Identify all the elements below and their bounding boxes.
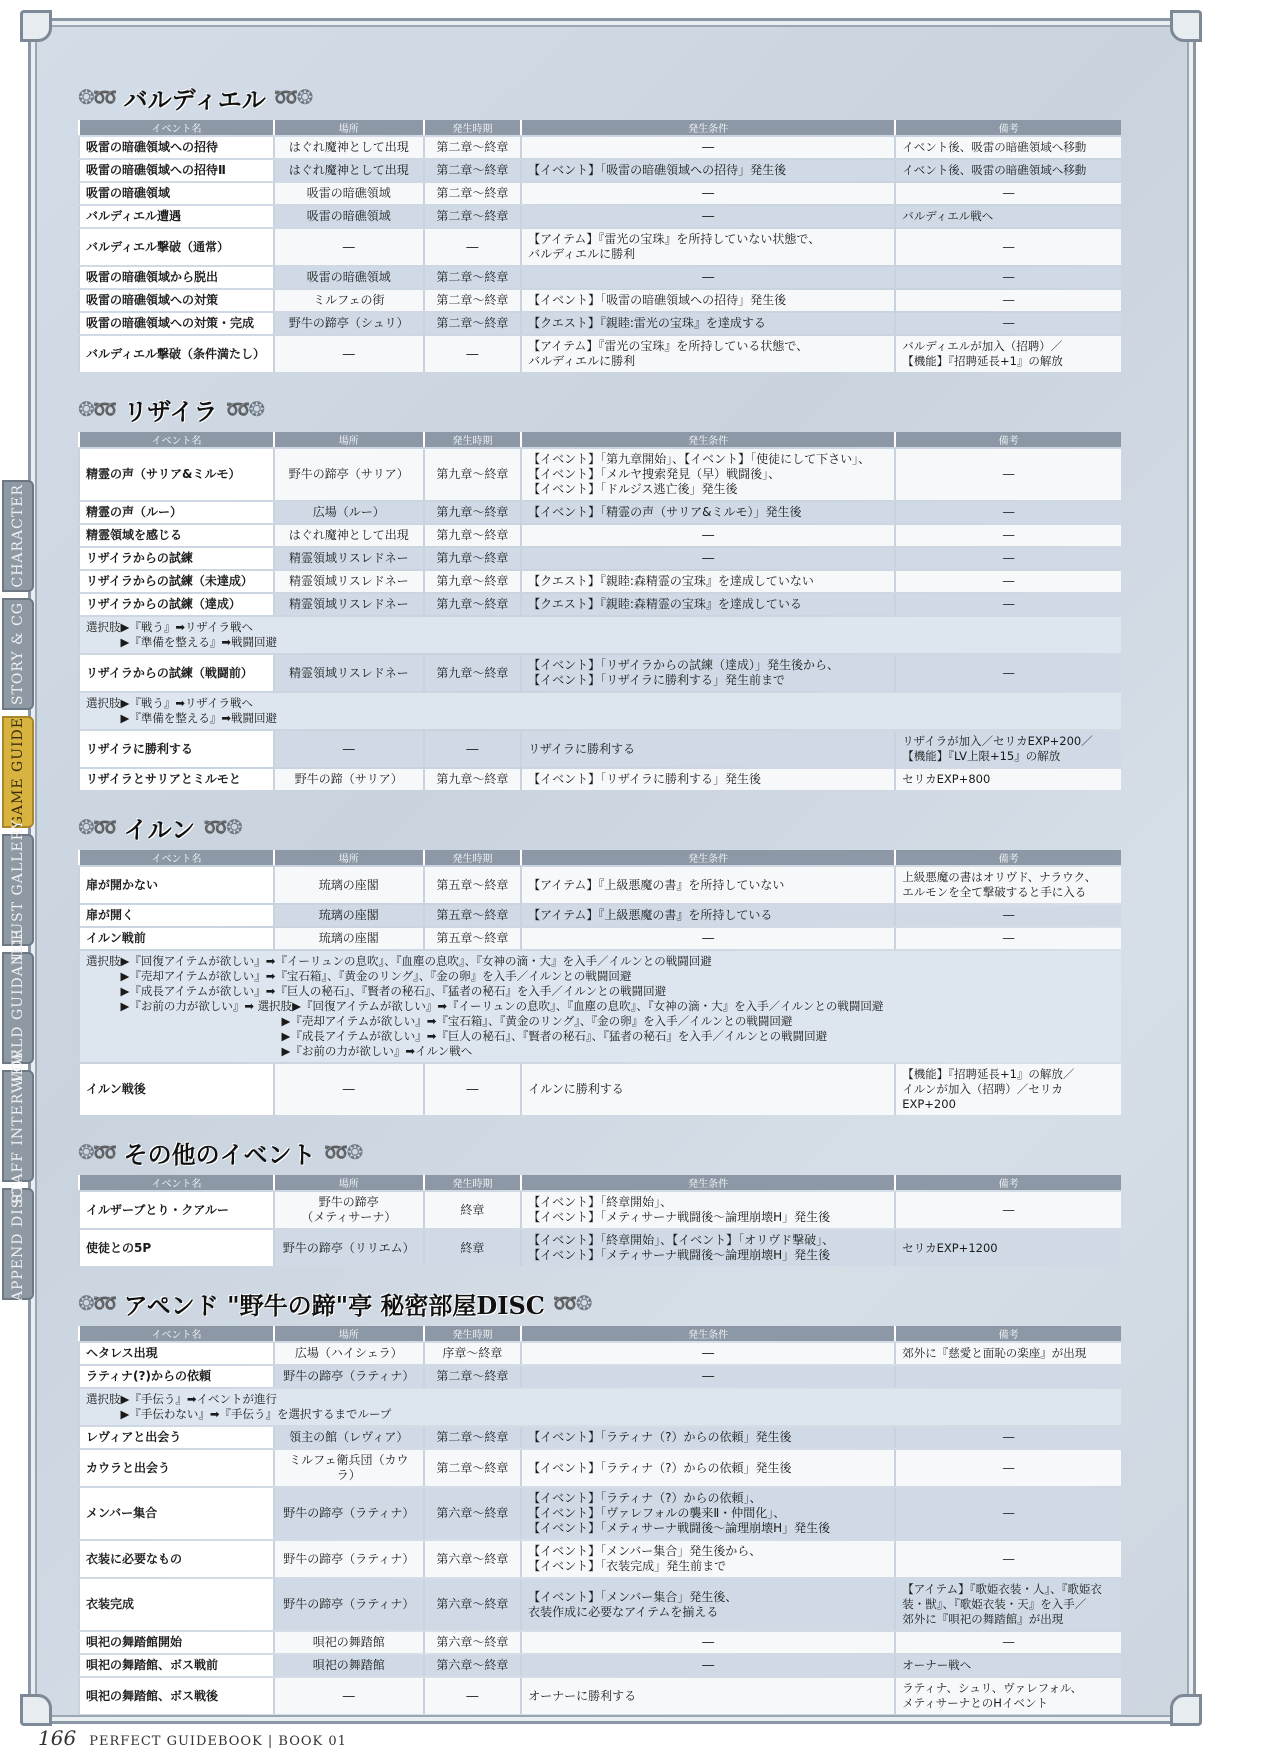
event-condition: ― <box>520 1655 894 1676</box>
event-timing: 第九章〜終章 <box>423 449 520 500</box>
event-note: ― <box>894 928 1121 949</box>
event-note: 郊外に『慈愛と面恥の楽座』が出現 <box>894 1343 1121 1364</box>
event-location: 琉璃の座閣 <box>273 928 423 949</box>
event-name: 衣装完成 <box>78 1579 273 1630</box>
section-title: イルン <box>123 814 196 844</box>
event-timing: 第二章〜終章 <box>423 1427 520 1448</box>
event-section <box>78 1286 1121 1716</box>
table-row <box>78 905 1121 926</box>
frame-corner-ornament <box>20 10 52 42</box>
table-row <box>78 1632 1121 1653</box>
event-location: 唄祀の舞踏館 <box>273 1655 423 1676</box>
column-header: イベント名 <box>78 1175 273 1190</box>
event-location: はぐれ魔神として出現 <box>273 160 423 181</box>
event-timing: 第六章〜終章 <box>423 1579 520 1630</box>
section-heading <box>78 80 1121 114</box>
frame-corner-ornament <box>20 1694 52 1726</box>
event-note: バルディエル戦へ <box>894 206 1121 227</box>
event-name: ヘタレス出現 <box>78 1343 273 1364</box>
event-name: バルディエル撃破（条件満たし） <box>78 336 273 372</box>
event-tables <box>78 80 1121 1734</box>
event-name: リザイラからの試練 <box>78 548 273 569</box>
event-name: 吸雷の暗礁領域への招待 <box>78 137 273 158</box>
event-section <box>78 392 1121 792</box>
event-name: ラティナ(?)からの依頼 <box>78 1366 273 1387</box>
event-name: 唄祀の舞踏館、ボス戦後 <box>78 1678 273 1714</box>
event-location: 野牛の蹄亭（ラティナ） <box>273 1541 423 1577</box>
section-heading <box>78 1135 1121 1169</box>
event-condition: ― <box>520 267 894 288</box>
table-row <box>78 1343 1121 1364</box>
table-row <box>78 731 1121 767</box>
event-condition: ― <box>520 137 894 158</box>
column-header: イベント名 <box>78 432 273 447</box>
event-location: 精霊領域リスレドネー <box>273 655 423 691</box>
event-note: 【機能】『招聘延長+1』の解放／ イルンが加入（招聘）／セリカEXP+200 <box>894 1064 1121 1115</box>
column-header: 備考 <box>894 1326 1121 1341</box>
event-location: 野牛の蹄亭（シュリ） <box>273 313 423 334</box>
event-note: バルディエルが加入（招聘）／ 【機能】『招聘延長+1』の解放 <box>894 336 1121 372</box>
event-timing: 第二章〜終章 <box>423 160 520 181</box>
event-condition: 【イベント】「終章開始」、 【イベント】「メティサーナ戦闘後〜論理崩壊H」発生後 <box>520 1192 894 1228</box>
event-name: 衣装に必要なもの <box>78 1541 273 1577</box>
event-location: ― <box>273 1678 423 1714</box>
event-note: ― <box>894 571 1121 592</box>
event-note: リザイラが加入／セリカEXP+200／ 【機能】『LV上限+15』の解放 <box>894 731 1121 767</box>
table-row <box>78 502 1121 523</box>
section-title: バルディエル <box>123 84 266 114</box>
event-location: はぐれ魔神として出現 <box>273 137 423 158</box>
column-header: 場所 <box>273 850 423 865</box>
event-name: 扉が開かない <box>78 867 273 903</box>
event-location: 唄祀の舞踏館 <box>273 1632 423 1653</box>
event-note: ― <box>894 229 1121 265</box>
event-note: ― <box>894 1450 1121 1486</box>
table-row <box>78 525 1121 546</box>
event-timing: 第九章〜終章 <box>423 571 520 592</box>
event-name: リザイラからの試練（達成） <box>78 594 273 615</box>
event-location: 野牛の蹄亭（ラティナ） <box>273 1366 423 1387</box>
event-timing: ― <box>423 229 520 265</box>
column-header: 発生条件 <box>520 432 894 447</box>
event-timing: ― <box>423 336 520 372</box>
event-note: ラティナ、シュリ、ヴァレフォル、 メティサーナとのHイベント <box>894 1678 1121 1714</box>
swirl-ornament-icon: ❂➿ <box>78 397 116 421</box>
event-note: 上級悪魔の書はオリヴド、ナラウク、 エルモンを全て撃破すると手に入る <box>894 867 1121 903</box>
event-condition: 【イベント】「メンバー集合」発生後から、 【イベント】「衣装完成」発生前まで <box>520 1541 894 1577</box>
event-name: 精霊の声（サリア&ミルモ） <box>78 449 273 500</box>
table-row <box>78 206 1121 227</box>
event-location: 広場（ハイシェラ） <box>273 1343 423 1364</box>
event-location: ミルフェ衛兵団（カウラ） <box>273 1450 423 1486</box>
column-header: 場所 <box>273 432 423 447</box>
event-note: 【アイテム】『歌姫衣装・人』、『歌姫衣 装・獣』、『歌姫衣装・天』を入手／ 郊外に『唄祀の舞踏館』が出現 <box>894 1579 1121 1630</box>
event-note: ― <box>894 1541 1121 1577</box>
event-condition: ― <box>520 183 894 204</box>
event-name: 唄祀の舞踏館開始 <box>78 1632 273 1653</box>
section-heading <box>78 810 1121 844</box>
event-location: 琉璃の座閣 <box>273 867 423 903</box>
event-condition: 【イベント】「ラティナ（?）からの依頼」、 【イベント】「ヴァレフォルの襲来Ⅱ・仲間化」、 【イベント】「メティサーナ戦闘後〜論理崩壊H」発生後 <box>520 1488 894 1539</box>
event-name: リザイラとサリアとミルモと <box>78 769 273 790</box>
table-row <box>78 1678 1121 1714</box>
event-condition: 【クエスト】『親睦:森精霊の宝珠』を達成していない <box>520 571 894 592</box>
event-location: ― <box>273 731 423 767</box>
table-row <box>78 313 1121 334</box>
table-row <box>78 160 1121 181</box>
event-condition: 【アイテム】『雷光の宝珠』を所持している状態で、 バルディエルに勝利 <box>520 336 894 372</box>
event-condition: 【アイテム】『上級悪魔の書』を所持していない <box>520 867 894 903</box>
event-condition: 【イベント】「吸雷の暗礁領域への招待」発生後 <box>520 160 894 181</box>
table-row <box>78 571 1121 592</box>
event-location: 広場（ルー） <box>273 502 423 523</box>
frame-corner-ornament <box>1170 10 1202 42</box>
event-location: 琉璃の座閣 <box>273 905 423 926</box>
event-condition: 【クエスト】『親睦:雷光の宝珠』を達成する <box>520 313 894 334</box>
event-timing: 第九章〜終章 <box>423 594 520 615</box>
event-name: 吸雷の暗礁領域への対策 <box>78 290 273 311</box>
event-table <box>78 118 1121 374</box>
event-timing: 第五章〜終章 <box>423 928 520 949</box>
event-table <box>78 848 1121 1117</box>
event-name: 吸雷の暗礁領域 <box>78 183 273 204</box>
event-timing: 第九章〜終章 <box>423 502 520 523</box>
event-section <box>78 810 1121 1117</box>
page-footer <box>38 1726 347 1750</box>
event-condition: 【アイテム】『雷光の宝珠』を所持していない状態で、 バルディエルに勝利 <box>520 229 894 265</box>
event-condition: 【イベント】「終章開始」、【イベント】「オリヴド撃破」、 【イベント】「メティサーナ戦闘後〜論理崩壊H」発生後 <box>520 1230 894 1266</box>
event-note: ― <box>894 548 1121 569</box>
event-name: 吸雷の暗礁領域から脱出 <box>78 267 273 288</box>
event-name: リザイラからの試練（戦闘前） <box>78 655 273 691</box>
event-location: 精霊領域リスレドネー <box>273 571 423 592</box>
event-name: バルディエル遭遇 <box>78 206 273 227</box>
table-row <box>78 290 1121 311</box>
event-note: ― <box>894 1427 1121 1448</box>
table-row <box>78 1064 1121 1115</box>
event-timing: 終章 <box>423 1230 520 1266</box>
event-timing: 第九章〜終章 <box>423 769 520 790</box>
event-note: ― <box>894 1632 1121 1653</box>
event-location: 吸雷の暗礁領域 <box>273 267 423 288</box>
event-condition: 【イベント】「精霊の声（サリア&ミルモ）」発生後 <box>520 502 894 523</box>
event-condition: ― <box>520 525 894 546</box>
table-row <box>78 1366 1121 1387</box>
table-row <box>78 1427 1121 1448</box>
swirl-ornament-icon: ➿❂ <box>203 815 241 839</box>
tab-story-cg[interactable]: STORY & CG <box>2 598 34 710</box>
event-location: ― <box>273 229 423 265</box>
event-timing: 第二章〜終章 <box>423 1450 520 1486</box>
column-header: イベント名 <box>78 850 273 865</box>
table-row <box>78 655 1121 691</box>
event-location: ミルフェの街 <box>273 290 423 311</box>
event-note: ― <box>894 313 1121 334</box>
event-location: ― <box>273 336 423 372</box>
column-header: 備考 <box>894 120 1121 135</box>
event-name: 精霊領域を感じる <box>78 525 273 546</box>
event-note: ― <box>894 655 1121 691</box>
event-name: 吸雷の暗礁領域への招待Ⅱ <box>78 160 273 181</box>
section-title: アペンド "野牛の蹄"亭 秘密部屋DISC <box>123 1290 545 1320</box>
event-note: ― <box>894 1192 1121 1228</box>
choice-row <box>78 693 1121 729</box>
table-row <box>78 183 1121 204</box>
table-row <box>78 449 1121 500</box>
event-condition: 【イベント】「リザイラに勝利する」発生後 <box>520 769 894 790</box>
event-name: レヴィアと出会う <box>78 1427 273 1448</box>
event-note: ― <box>894 502 1121 523</box>
table-row <box>78 1579 1121 1630</box>
event-condition: 【イベント】「メンバー集合」発生後、 衣装作成に必要なアイテムを揃える <box>520 1579 894 1630</box>
table-row <box>78 594 1121 615</box>
event-note: オーナー戦へ <box>894 1655 1121 1676</box>
event-condition: オーナーに勝利する <box>520 1678 894 1714</box>
event-location: 精霊領域リスレドネー <box>273 548 423 569</box>
section-heading <box>78 392 1121 426</box>
column-header: 発生条件 <box>520 120 894 135</box>
frame-corner-ornament <box>1170 1694 1202 1726</box>
event-note: イベント後、吸雷の暗礁領域へ移動 <box>894 160 1121 181</box>
event-condition: 【アイテム】『上級悪魔の書』を所持している <box>520 905 894 926</box>
swirl-ornament-icon: ➿❂ <box>225 397 264 421</box>
column-header: 場所 <box>273 1175 423 1190</box>
choice-text: 選択肢▶『手伝う』➡イベントが進行 ▶『手伝わない』➡『手伝う』を選択するまでループ <box>78 1389 1121 1425</box>
event-condition: イルンに勝利する <box>520 1064 894 1115</box>
event-table <box>78 1173 1121 1268</box>
event-condition: 【イベント】「ラティナ（?）からの依頼」発生後 <box>520 1450 894 1486</box>
event-name: 吸雷の暗礁領域への対策・完成 <box>78 313 273 334</box>
event-timing: 終章 <box>423 1192 520 1228</box>
column-header: 備考 <box>894 850 1121 865</box>
table-row <box>78 1230 1121 1266</box>
event-name: 扉が開く <box>78 905 273 926</box>
tab-staff-interview[interactable]: STAFF INTERVIEW <box>2 1070 34 1182</box>
event-timing: 第二章〜終章 <box>423 206 520 227</box>
table-row <box>78 769 1121 790</box>
column-header: 備考 <box>894 432 1121 447</box>
event-timing: 第五章〜終章 <box>423 905 520 926</box>
event-name: カウラと出会う <box>78 1450 273 1486</box>
event-condition: ― <box>520 548 894 569</box>
event-note: ― <box>894 449 1121 500</box>
column-header: イベント名 <box>78 1326 273 1341</box>
event-name: 唄祀の舞踏館、ボス戦前 <box>78 1655 273 1676</box>
event-name: 使徒との5P <box>78 1230 273 1266</box>
event-condition: ― <box>520 206 894 227</box>
event-timing: 第二章〜終章 <box>423 313 520 334</box>
event-condition: 【クエスト】『親睦:森精霊の宝珠』を達成している <box>520 594 894 615</box>
table-row <box>78 1450 1121 1486</box>
column-header: イベント名 <box>78 120 273 135</box>
event-timing: 第六章〜終章 <box>423 1632 520 1653</box>
column-header: 発生条件 <box>520 1326 894 1341</box>
column-header: 備考 <box>894 1175 1121 1190</box>
event-location: 野牛の蹄亭（リリエム） <box>273 1230 423 1266</box>
event-name: リザイラに勝利する <box>78 731 273 767</box>
tab-world-guidance[interactable]: WORLD GUIDANCE <box>2 952 34 1064</box>
event-timing: 第二章〜終章 <box>423 1366 520 1387</box>
event-timing: 第九章〜終章 <box>423 525 520 546</box>
table-row <box>78 1655 1121 1676</box>
table-row <box>78 928 1121 949</box>
event-table <box>78 430 1121 792</box>
column-header: 発生時期 <box>423 850 520 865</box>
event-table <box>78 1324 1121 1716</box>
event-location: 野牛の蹄亭（ラティナ） <box>273 1488 423 1539</box>
event-location: 野牛の蹄（サリア） <box>273 769 423 790</box>
page-number: 166 <box>38 1726 77 1750</box>
event-note: ― <box>894 183 1121 204</box>
event-location: 吸雷の暗礁領域 <box>273 206 423 227</box>
table-row <box>78 867 1121 903</box>
swirl-ornament-icon: ➿❂ <box>273 85 312 109</box>
event-note: ― <box>894 594 1121 615</box>
swirl-ornament-icon: ❂➿ <box>78 85 116 109</box>
event-timing: 第五章〜終章 <box>423 867 520 903</box>
event-location: はぐれ魔神として出現 <box>273 525 423 546</box>
event-name: メンバー集合 <box>78 1488 273 1539</box>
event-note: セリカEXP+800 <box>894 769 1121 790</box>
choice-text: 選択肢▶『戦う』➡リザイラ戦へ ▶『準備を整える』➡戦闘回避 <box>78 617 1121 653</box>
event-note: ― <box>894 905 1121 926</box>
event-timing: 第二章〜終章 <box>423 290 520 311</box>
choice-text: 選択肢▶『戦う』➡リザイラ戦へ ▶『準備を整える』➡戦闘回避 <box>78 693 1121 729</box>
event-condition: ― <box>520 1366 894 1387</box>
event-timing: 序章〜終章 <box>423 1343 520 1364</box>
tab-illust-gallery[interactable]: ILLUST GALLERY <box>2 834 34 946</box>
event-location: 領主の館（レヴィア） <box>273 1427 423 1448</box>
column-header: 場所 <box>273 120 423 135</box>
event-timing: 第六章〜終章 <box>423 1541 520 1577</box>
column-header: 発生時期 <box>423 432 520 447</box>
event-note: ― <box>894 290 1121 311</box>
table-row <box>78 336 1121 372</box>
table-row <box>78 1488 1121 1539</box>
event-condition: リザイラに勝利する <box>520 731 894 767</box>
event-timing: 第九章〜終章 <box>423 655 520 691</box>
event-condition: 【イベント】「ラティナ（?）からの依頼」発生後 <box>520 1427 894 1448</box>
event-location: ― <box>273 1064 423 1115</box>
table-row <box>78 1192 1121 1228</box>
event-section <box>78 80 1121 374</box>
event-timing: 第二章〜終章 <box>423 183 520 204</box>
event-condition: ― <box>520 1343 894 1364</box>
choice-text: 選択肢▶『回復アイテムが欲しい』➡『イーリュンの息吹』、『血塵の息吹』、『女神の滴・大』を入手／イルンとの戦闘回避 ▶『売却アイテムが欲しい』➡『宝石箱』、『黄金のリング』、『金の卵』を入手／イルンとの戦闘回避 ▶『成長アイテムが欲しい』➡『巨人の秘石』、『賢者の秘石』、『猛者の秘石』を入手／イルンとの戦闘回避 ▶『お前の力が欲しい』➡ 選択肢▶『回復アイテムが欲しい』➡『イーリュンの息吹』、『血塵の息吹』、『女神の滴・大』を入手／イルンとの戦闘回避 ▶『売却アイテムが欲しい』➡『宝石箱』、『黄金のリング』、『金の卵』を入手／イルンとの戦闘回避 ▶『成長アイテムが欲しい』➡『巨人の秘石』、『賢者の秘石』、『猛者の秘石』を入手／イルンとの戦闘回避 ▶『お前の力が欲しい』➡イルン戦へ <box>78 951 1121 1062</box>
event-timing: 第九章〜終章 <box>423 548 520 569</box>
side-index-tabs <box>2 480 34 1306</box>
table-row <box>78 229 1121 265</box>
event-note: ― <box>894 267 1121 288</box>
event-location: 野牛の蹄亭（サリア） <box>273 449 423 500</box>
section-title: その他のイベント <box>123 1139 316 1169</box>
event-location: 野牛の蹄亭 （メティサーナ） <box>273 1192 423 1228</box>
swirl-ornament-icon: ➿❂ <box>552 1291 591 1315</box>
event-name: イルン戦前 <box>78 928 273 949</box>
choice-row <box>78 1389 1121 1425</box>
tab-game-guide[interactable]: GAME GUIDE <box>2 716 34 828</box>
event-timing: 第六章〜終章 <box>423 1655 520 1676</box>
event-condition: ― <box>520 1632 894 1653</box>
section-title: リザイラ <box>123 396 218 426</box>
event-note: ― <box>894 1488 1121 1539</box>
table-row <box>78 137 1121 158</box>
swirl-ornament-icon: ❂➿ <box>78 1140 116 1164</box>
event-timing: ― <box>423 1678 520 1714</box>
event-timing: ― <box>423 1064 520 1115</box>
book-title: PERFECT GUIDEBOOK | BOOK 01 <box>89 1734 347 1749</box>
event-note <box>894 1366 1121 1387</box>
event-condition: ― <box>520 928 894 949</box>
event-condition: 【イベント】「吸雷の暗礁領域への招待」発生後 <box>520 290 894 311</box>
event-condition: 【イベント】「リザイラからの試練（達成）」発生後から、 【イベント】「リザイラに勝利する」発生前まで <box>520 655 894 691</box>
event-name: 精霊の声（ルー） <box>78 502 273 523</box>
choice-row <box>78 951 1121 1062</box>
column-header: 発生条件 <box>520 1175 894 1190</box>
event-name: バルディエル撃破（通常） <box>78 229 273 265</box>
table-row <box>78 1541 1121 1577</box>
column-header: 発生時期 <box>423 120 520 135</box>
event-note: セリカEXP+1200 <box>894 1230 1121 1266</box>
event-location: 吸雷の暗礁領域 <box>273 183 423 204</box>
event-name: イルン戦後 <box>78 1064 273 1115</box>
choice-row <box>78 617 1121 653</box>
event-note: イベント後、吸雷の暗礁領域へ移動 <box>894 137 1121 158</box>
event-name: リザイラからの試練（未達成） <box>78 571 273 592</box>
swirl-ornament-icon: ❂➿ <box>78 1291 116 1315</box>
swirl-ornament-icon: ➿❂ <box>323 1140 362 1164</box>
tab-character[interactable]: CHARACTER <box>2 480 34 592</box>
event-condition: 【イベント】「第九章開始」、【イベント】「使徒にして下さい」、 【イベント】「メルヤ捜索発見（早）戦闘後」、 【イベント】「ドルジス逃亡後」発生後 <box>520 449 894 500</box>
event-section <box>78 1135 1121 1268</box>
event-timing: 第二章〜終章 <box>423 137 520 158</box>
event-location: 精霊領域リスレドネー <box>273 594 423 615</box>
column-header: 発生時期 <box>423 1326 520 1341</box>
event-location: 野牛の蹄亭（ラティナ） <box>273 1579 423 1630</box>
column-header: 場所 <box>273 1326 423 1341</box>
event-timing: 第二章〜終章 <box>423 267 520 288</box>
event-timing: 第六章〜終章 <box>423 1488 520 1539</box>
event-note: ― <box>894 525 1121 546</box>
event-timing: ― <box>423 731 520 767</box>
column-header: 発生時期 <box>423 1175 520 1190</box>
tab-append-disc[interactable]: APPEND DISC <box>2 1188 34 1300</box>
column-header: 発生条件 <box>520 850 894 865</box>
swirl-ornament-icon: ❂➿ <box>78 815 116 839</box>
event-name: イルザーブとり・クアルー <box>78 1192 273 1228</box>
table-row <box>78 548 1121 569</box>
table-row <box>78 267 1121 288</box>
section-heading <box>78 1286 1121 1320</box>
